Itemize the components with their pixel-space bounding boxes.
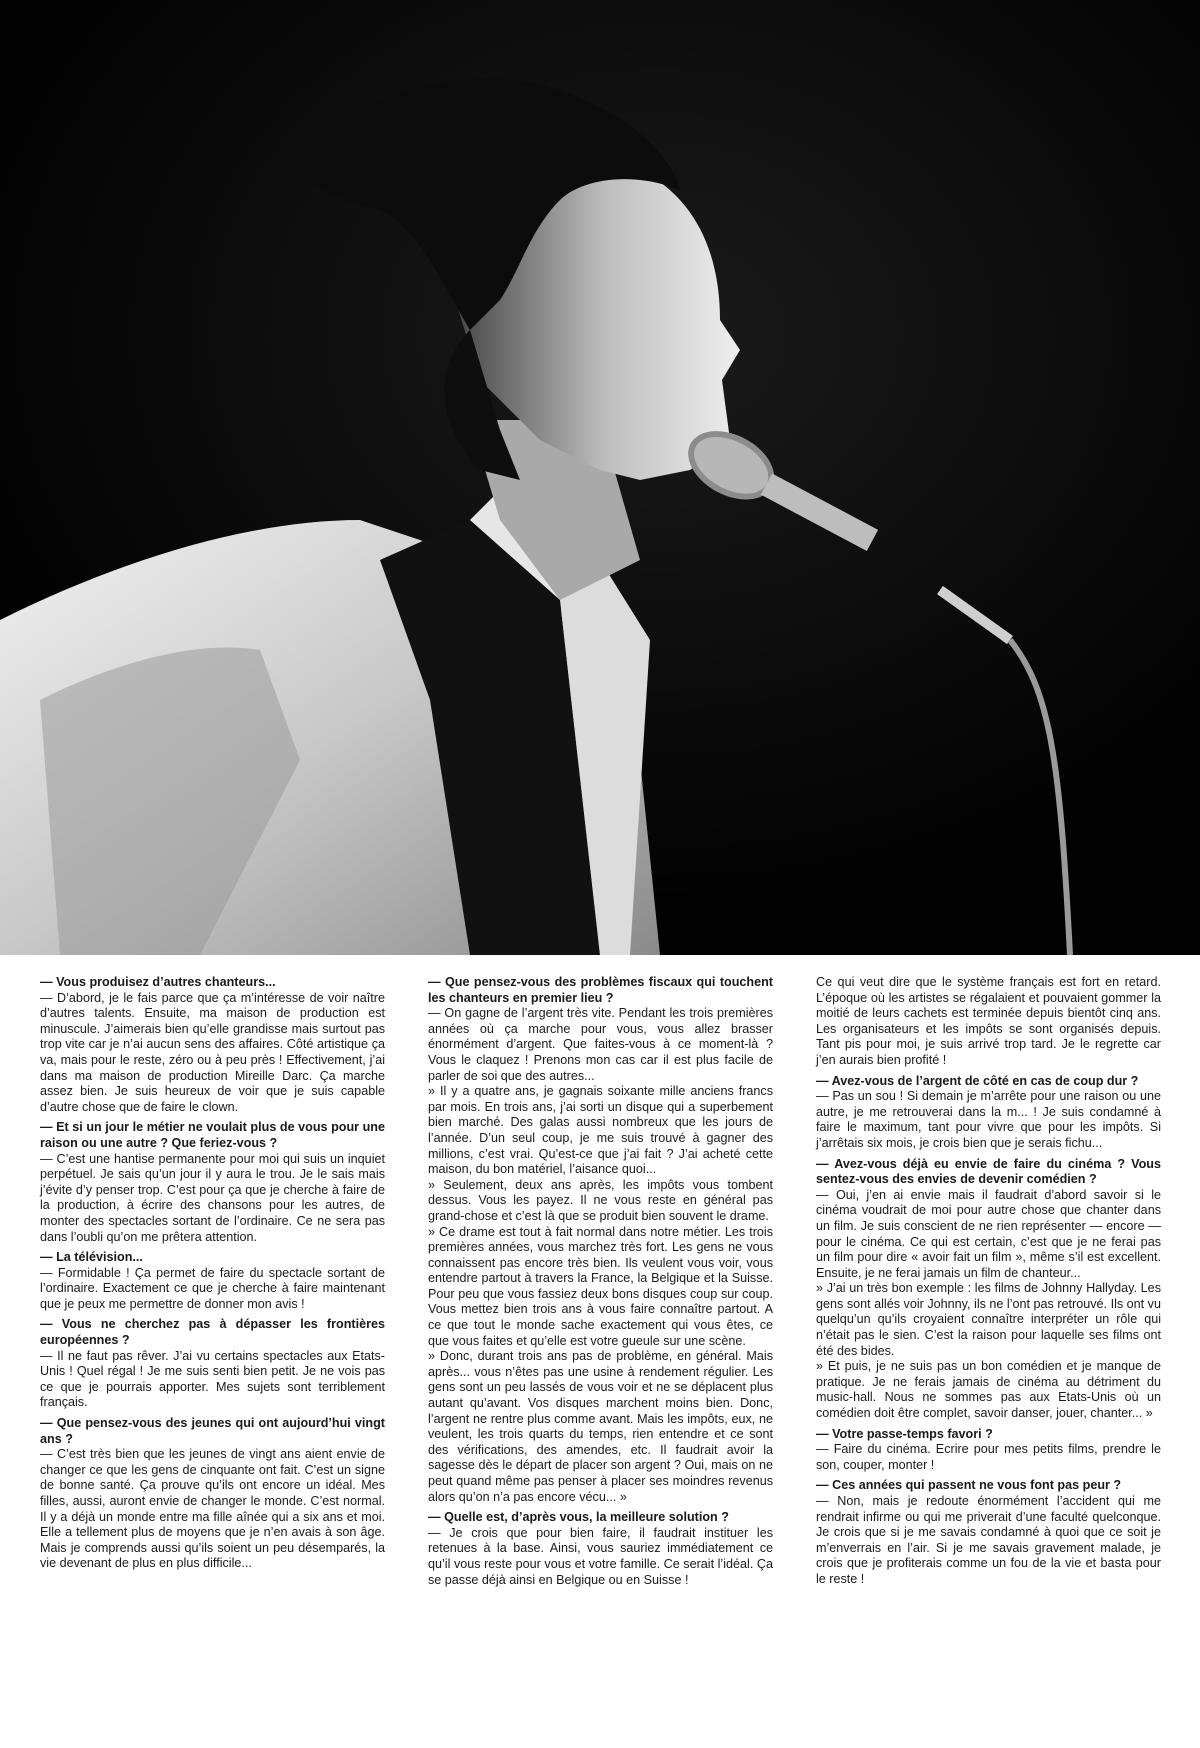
interview-question: — Vous ne cherchez pas à dépasser les frontières européennes ? [40, 1317, 385, 1348]
interview-answer: » Et puis, je ne suis pas un bon comédien et je manque de pratique. Je ne ferais jamais de cinéma au détriment du music-hall. Nous ne sommes pas aux Etats-Unis où un comédien doit être complet, savoir danser, jouer, chanter... » [816, 1359, 1161, 1421]
interview-answer: Ce qui veut dire que le système français est fort en retard. L’époque où les artistes se régalaient et pouvaient gommer la moitié de leurs cachets est terminée depuis bientôt cinq ans. Les organisateurs et les impôts se sont organisés depuis. Tant pis pour moi, je suis arrivé trop tard. Je le regrette car j’en aurais bien profité ! [816, 975, 1161, 1067]
interview-question: — Et si un jour le métier ne voulait plus de vous pour une raison ou une autre ? Que feriez-vous ? [40, 1120, 385, 1150]
interview-answer: — C’est très bien que les jeunes de vingt ans aient envie de changer ce que les gens de cinquante ont fait. C’est un signe de bonne santé. Ça prouve qu’ils ont encore un idéal. Mes filles, aussi, auront envie de changer le monde. C’est normal. Il y a déjà un monde entre ma fille aînée qui a six ans et moi. Elle a tellement plus de moyens que je n’en avais à son âge. Mais je comprends aussi qu’ils soient un peu désemparés, la vie devenant de plus en plus difficile... [40, 1447, 385, 1571]
interview-answer: — Oui, j’en ai envie mais il faudrait d’abord savoir si le cinéma voudrait de moi pour autre chose que chanter dans un film. Je suis conscient de ne rien représenter — encore — pour le cinéma. Ce qui est certain, c’est que je ne ferai pas un film pour dire « avoir fait un film », même s’il est excellent. Ensuite, je ne ferai jamais un film de chanteur... [816, 1187, 1161, 1280]
interview-answer: — Il ne faut pas rêver. J’ai vu certains spectacles aux Etats-Unis ! Quel régal ! Je me suis senti bien petit. Je ne vois pas ce que je pourrais apporter. Mes sujets sont terriblement français. [40, 1348, 385, 1410]
interview-question: — Quelle est, d’après vous, la meilleure solution ? [428, 1510, 729, 1525]
interview-question: — Votre passe-temps favori ? [816, 1426, 993, 1441]
interview-answer: — Faire du cinéma. Ecrire pour mes petits films, prendre le son, couper, monter ! [816, 1442, 1161, 1472]
interview-answer: — Pas un sou ! Si demain je m’arrête pour une raison ou une autre, je me retrouverai dans la m... ! Je suis condamné à faire le maximum, tant pour vivre que pour les impôts. Si j’arrêtais six mois, je crois bien que je serais fichu... [816, 1089, 1161, 1150]
interview-question: — Que pensez-vous des problèmes fiscaux qui touchent les chanteurs en premier lieu ? [428, 975, 773, 1005]
interview-answer: » Il y a quatre ans, je gagnais soixante mille anciens francs par mois. En trois ans, j’ai sorti un disque qui a superbement bien marché. Des galas aussi nombreux que les jours de l’année. D’un seul coup, je me suis trouvé à gagner des millions, c’est vrai. Qu’est-ce que j’ai fait ? J’ai acheté cette maison, du bon matériel, l’aisance quoi... [428, 1084, 773, 1177]
article-column-2 [428, 975, 773, 1588]
interview-answer: — C’est une hantise permanente pour moi qui suis un inquiet perpétuel. Je sais qu’un jour il y aura le trou. Je le sais mais j’évite d’y penser trop. C’est pour ça que je cherche à faire de la production, à écrire des chansons pour les autres, de monter des spectacles sortant de l’ordinaire. Ce ne sera pas dans l’oubli qu’on me prêtera attention. [40, 1151, 385, 1244]
interview-question: — Vous produisez d’autres chanteurs... [40, 975, 276, 989]
interview-question: — La télévision... [40, 1250, 143, 1265]
interview-question: — Que pensez-vous des jeunes qui ont aujourd’hui vingt ans ? [40, 1416, 385, 1446]
interview-answer: » Donc, durant trois ans pas de problème, en général. Mais après... vous n’êtes pas une usine à rendement régulier. Les gens sont un peu lassés de vous voir et ne se déplacent plus autant qu’avant. Vos disques marchent moins bien. Donc, l’argent ne rentre plus comme avant. Mais les impôts, eux, ne veulent, les trois quarts du temps, rien entendre et ce sont des vérifications, des amendes, etc. Il faudrait avoir la sagesse dès le départ de placer son argent ? Oui, mais on ne peut quand même pas penser à placer ses moindres revenus alors qu’on n’a pas encore vécu... » [428, 1349, 773, 1504]
interview-answer: » Seulement, deux ans après, les impôts vous tombent dessus. Vous les payez. Il ne vous reste en général pas grand-chose et c’est là que se produit bien souvent le drame. [428, 1177, 773, 1223]
interview-question: — Avez-vous de l’argent de côté en cas de coup dur ? [816, 1073, 1139, 1088]
interview-answer: » Ce drame est tout à fait normal dans notre métier. Les trois premières années, vous marchez très fort. Les gens ne vous connaissent pas encore très bien. Ils veulent vous voir, vous entendre partout à travers la France, la Belgique et la Suisse. Pour peu que vous fassiez deux bons disques coup sur coup. Vous mettez bien trois ans à vous faire connaître partout. A ce que tout le monde sache exactement qui vous êtes, ce que vous faites et qu’elle est votre gueule sur une scène. [428, 1224, 773, 1348]
interview-answer: » J’ai un très bon exemple : les films de Johnny Hallyday. Les gens sont allés voir Johnny, ils ne l’ont pas retrouvé. Ils ont vu quelqu’un qu’ils croyaient connaître interpréter un rôle qui n’était pas le sien. C’est la raison pour laquelle ses films ont été des bides. [816, 1281, 1161, 1358]
interview-question: — Avez-vous déjà eu envie de faire du cinéma ? Vous sentez-vous des envies de devenir comédien ? [816, 1156, 1161, 1187]
article-column-1 [40, 975, 385, 1572]
interview-answer: — D’abord, je le fais parce que ça m’intéresse de voir naître d’autres talents. Ensuite, ma maison de production est minuscule. J’aimerais bien qu’elle grandisse mais surtout pas trop vite car je n’ai aucun sens des affaires. Côté artistique ça va, mais pour le reste, zéro ou à peu près ! Effectivement, j’ai dans ma maison de production Mireille Darc. Ça marche assez bien. Je suis heureux de voir que je suis capable d’autre chose que de faire le clown. [40, 990, 385, 1114]
article-column-3 [816, 975, 1161, 1588]
interview-answer: — Non, mais je redoute énormément l’accident qui me rendrait infirme ou qui me priverait d’une faculté quelconque. Je crois que si je me savais condamné à quoi que ce soit je m’enverrais en l’air. Si je me savais gravement malade, je crois que je profiterais comme un fou de la vie et basta pour le reste ! [816, 1494, 1161, 1586]
interview-question: — Ces années qui passent ne vous font pas peur ? [816, 1478, 1122, 1493]
interview-answer: — Formidable ! Ça permet de faire du spectacle sortant de l’ordinaire. Exactement ce que je cherche à faire maintenant que je peux me permettre de donner mon avis ! [40, 1265, 385, 1311]
interview-answer: — Je crois que pour bien faire, il faudrait instituer les retenues à la base. Ainsi, vous sauriez immédiatement ce qu’il vous reste pour vous et votre famille. Ce serait l’idéal. Ça se passe déjà ainsi en Belgique ou en Suisse ! [428, 1525, 773, 1587]
interview-answer: — On gagne de l’argent très vite. Pendant les trois premières années où ça marche pour vous, vous allez brasser énormément d’argent. Que faites-vous à ce moment-là ? Vous le claquez ! Prenons mon cas car il est plus facile de parler de soi que des autres... [428, 1006, 773, 1083]
